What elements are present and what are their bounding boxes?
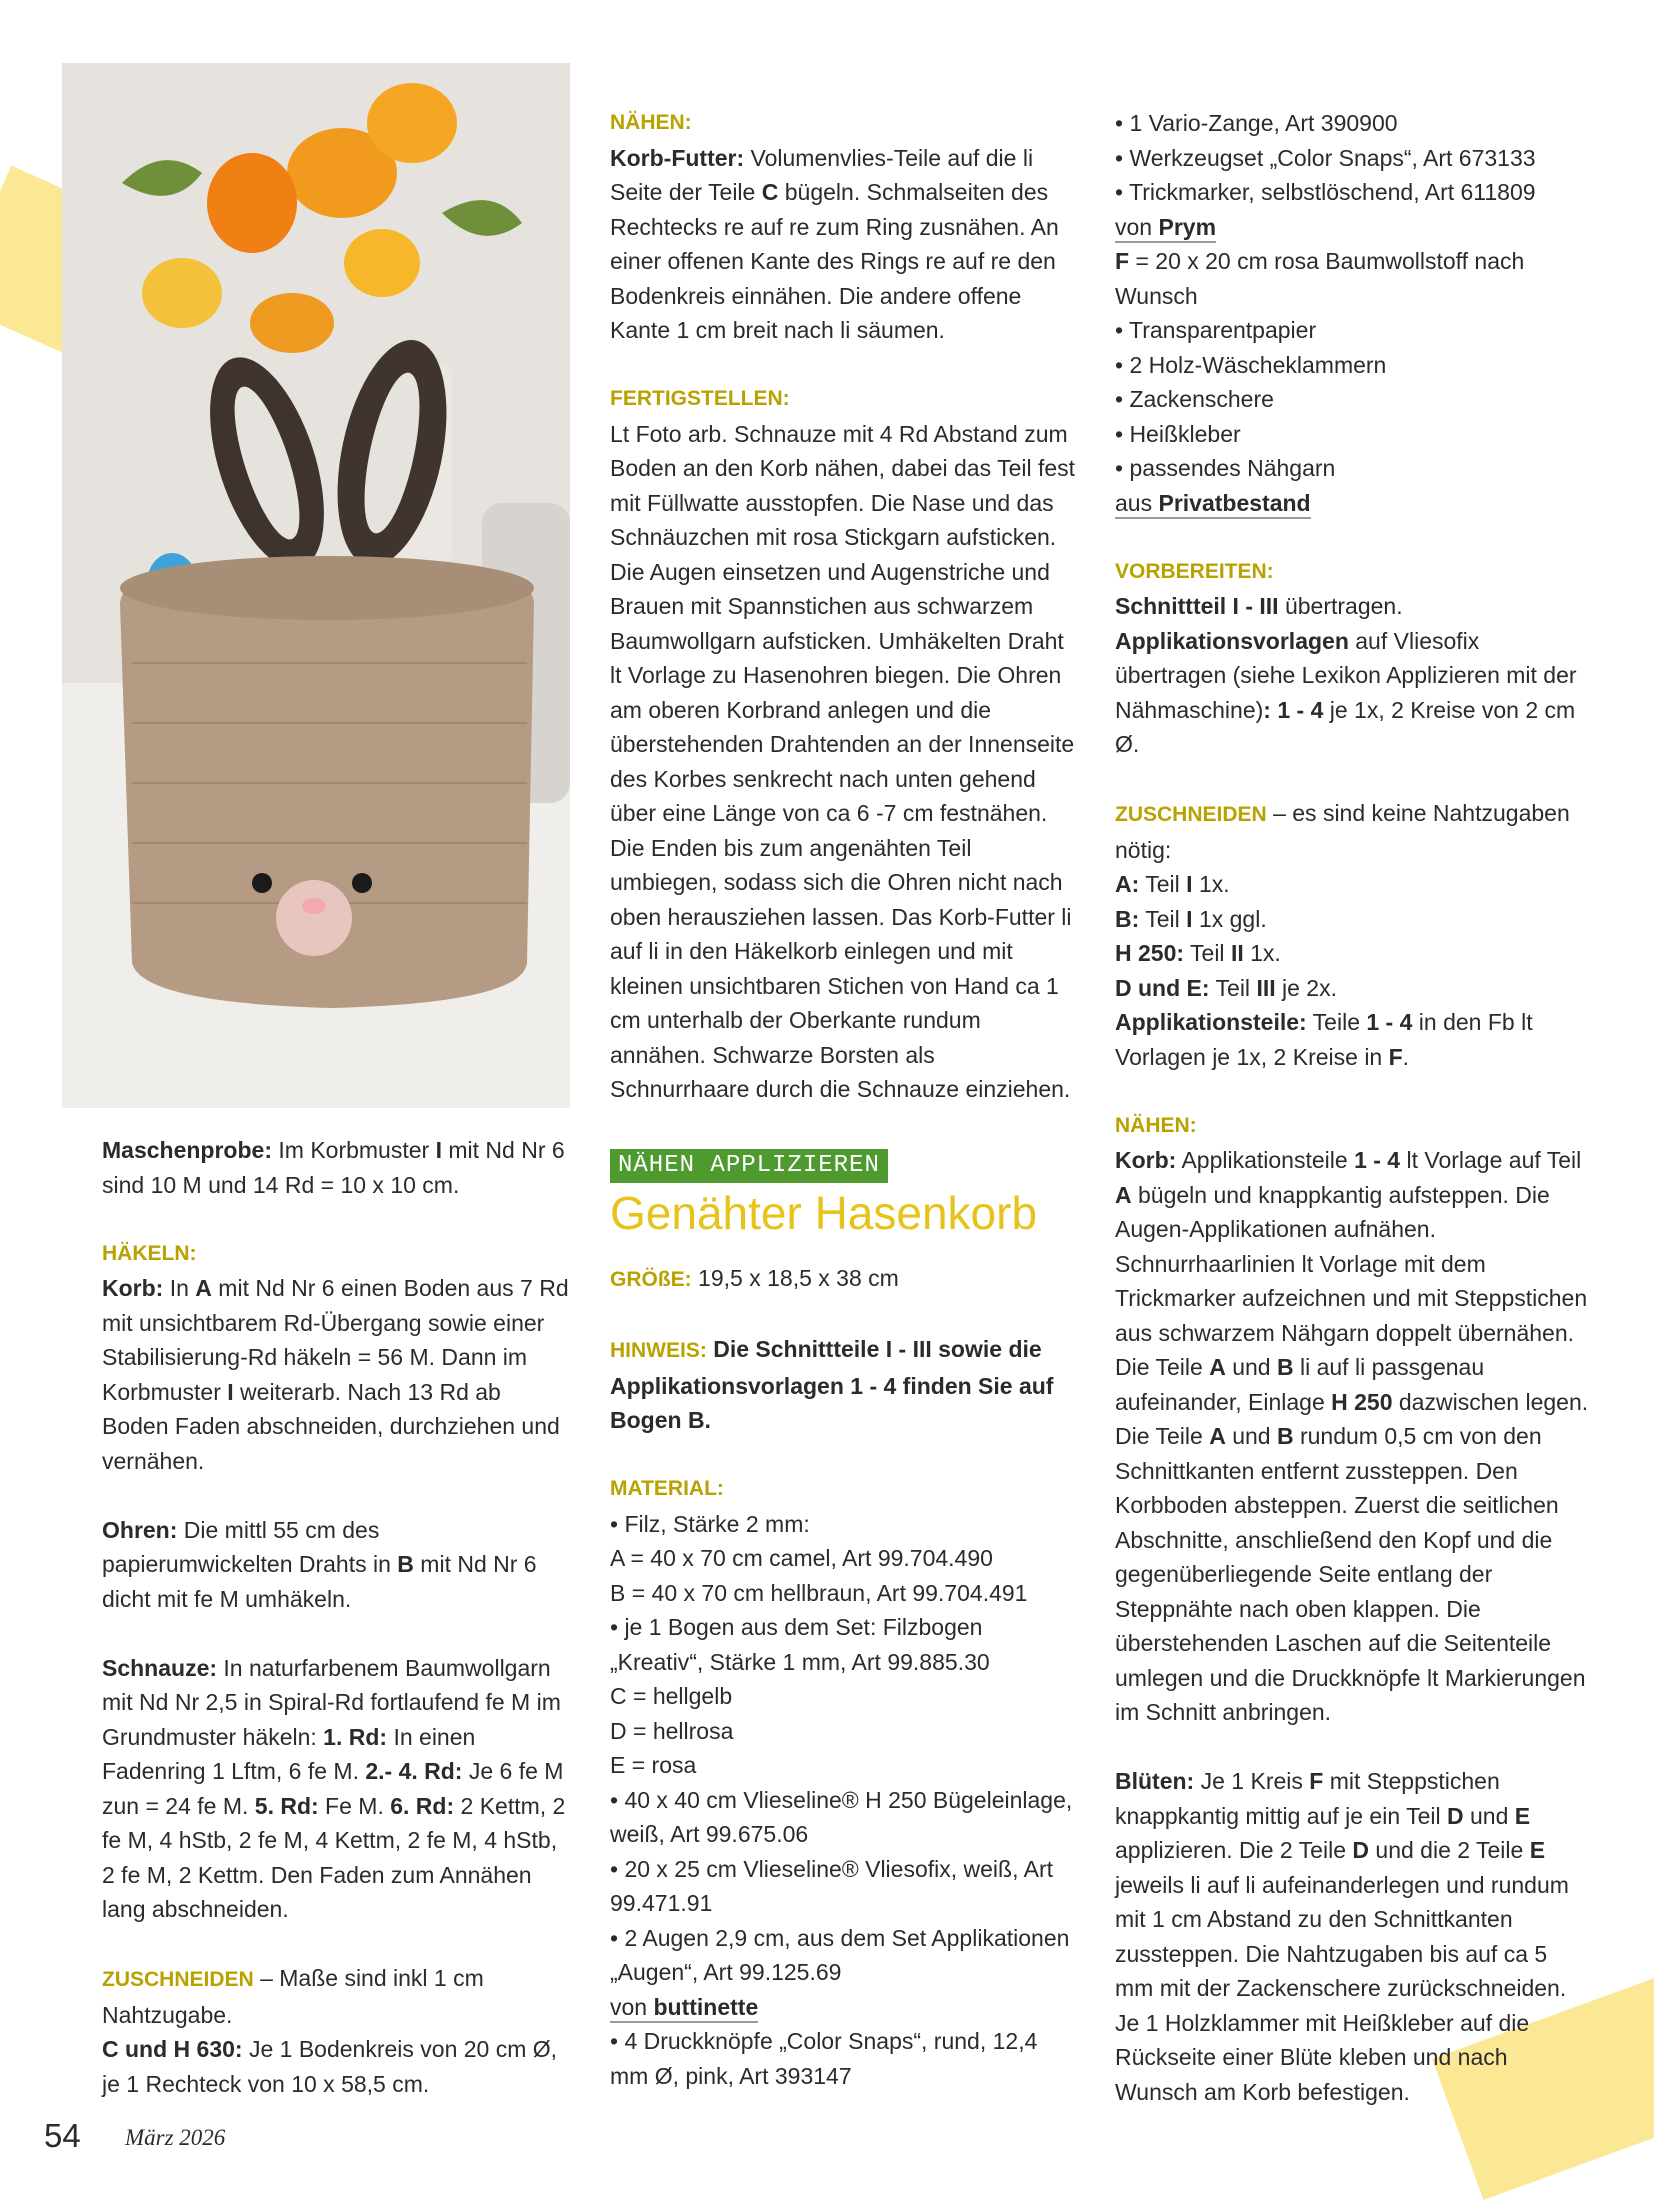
cutting-line: ZUSCHNEIDEN – es sind keine Nahtzugaben nötig: (1115, 800, 1570, 863)
section-heading-material: MATERIAL: (610, 1477, 724, 1500)
material-item: • Trickmarker, selbstlöschend, Art 611809 (1115, 179, 1536, 205)
section-heading-naehen: NÄHEN: (1115, 1113, 1197, 1137)
crochet-bunny-basket-illustration (62, 63, 570, 1108)
material-item: • Filz, Stärke 2 mm: (610, 1510, 810, 1537)
material-item: • je 1 Bogen aus dem Set: Filzbogen „Kreativ“, Stärke 1 mm, Art 99.885.30 (610, 1614, 990, 1675)
material-item: • 20 x 25 cm Vlieseline® Vliesofix, weiß, Art 99.471.91 (610, 1855, 1053, 1916)
size-paragraph: GRÖßE: 19,5 x 18,5 x 38 cm (610, 1265, 899, 1291)
material-item: • 1 Vario-Zange, Art 390900 (1115, 110, 1398, 136)
material-item: • 40 x 40 cm Vlieseline® H 250 Bügeleinlage, weiß, Art 99.675.06 (610, 1786, 1073, 1847)
material-item: • 2 Holz-Wäscheklammern (1115, 351, 1387, 378)
cutting-item: H 250: Teil II 1x. (1115, 940, 1281, 966)
note-paragraph: HINWEIS: Die Schnittteile I - III sowie die Applikationsvorlagen 1 - 4 finden Sie auf Bogen B. (610, 1336, 1054, 1433)
fabric-line: F = 20 x 20 cm rosa Baumwollstoff nach Wunsch (1115, 248, 1525, 309)
page-number: 54 (44, 2117, 81, 2154)
section-heading-naehen: NÄHEN: (610, 111, 692, 134)
material-item: • 2 Augen 2,9 cm, aus dem Set Applikationen „Augen“, Art 99.125.69 (610, 1924, 1070, 1985)
article-title: Genähter Hasenkorb (610, 1187, 1038, 1239)
cutting-paragraph: ZUSCHNEIDEN – Maße sind inkl 1 cm Nahtzugabe. (102, 1965, 484, 2028)
material-item: • Zackenschere (1115, 386, 1274, 412)
cutting-item: D und E: Teil III je 2x. (1115, 974, 1337, 1001)
cutting-item: A: Teil I 1x. (1115, 871, 1230, 897)
section-heading-haekeln: HÄKELN: (102, 1241, 197, 1265)
material-item: • Transparentpapier (1115, 317, 1317, 343)
lining-paragraph: Korb-Futter: Volumenvlies-Teile auf die li Seite der Teile C bügeln. Schmalseiten des Rechtecks re auf re zum Ring zusnähen. An einer offenen Kante des Rings re auf re den Bodenkreis einnähen. Die andere offene Kante 1 cm breit nach li säumen. (610, 144, 1059, 343)
sewing-basket-paragraph: Korb: Applikationsteile 1 - 4 lt Vorlage auf Teil A bügeln und knappkantig aufsteppen. Die Augen-Applikationen aufnähen. Schnurrhaarlinien lt Vorlage mit dem Trickmarker aufzeichnen und mit Steppstichen aus schwarzem Nähgarn doppelt übernähen. Die Teile A und B li auf li passgenau aufeinander, Einlage H 250 dazwischen legen. Die Teile A und B rundum 0,5 cm von den Schnittkanten entfernt zussteppen. Den Korbboden absteppen. Zuerst die seitlichen Abschnitte, anschließend den Kopf und die gegenüberliegende Seite entlang der Steppnähte nach oben klappen. Die überstehenden Laschen auf die Seitenteile umlegen und die Druckknöpfe lt Markierungen im Schnitt anbringen. (1115, 1147, 1589, 1725)
prep-paragraph: Applikationsvorlagen auf Vliesofix übertragen (siehe Lexikon Applizieren mit der Nähmaschine): 1 - 4 je 1x, 2 Kreise von 2 cm Ø. (1115, 627, 1577, 757)
ears-paragraph: Ohren: Die mittl 55 cm des papierumwickelten Drahts in B mit Nd Nr 6 dicht mit fe M umhäkeln. (102, 1516, 537, 1612)
finishing-paragraph: Lt Foto arb. Schnauze mit 4 Rd Abstand zum Boden an den Korb nähen, dabei das Teil fest mit Füllwatte ausstopfen. Die Nase und das Schnäuzchen mit rosa Stickgarn aufsticken. Die Augen einsetzen und Augenstriche und Brauen mit Spannstichen aus schwarzem Baumwollgarn aufsticken. Umhäkelten Draht lt Vorlage zu Hasenohren biegen. Die Ohren am oberen Korbrand anlegen und die überstehenden Drahtenden an der Innenseite des Korbes senkrecht nach unten gehend über eine Länge von ca 6 -7 cm festnähen. Die Enden bis zum angenähten Teil umbiegen, sodass sich die Ohren nicht nach oben herausziehen lassen. Das Korb-Futter li auf li in den Häkelkorb einlegen und mit kleinen unsichtbaren Stichen von Hand ca 1 cm unterhalb der Oberkante rundum annähen. Schwarze Borsten als Schnurrhaare durch die Schnauze einziehen. (610, 420, 1076, 1102)
product-photo (62, 63, 570, 1108)
material-item: • Heißkleber (1115, 420, 1241, 447)
section-heading-fertigstellen: FERTIGSTELLEN: (610, 387, 790, 410)
supplier-line: von Prym (1115, 210, 1591, 245)
material-item: B = 40 x 70 cm hellbraun, Art 99.704.491 (610, 1579, 1028, 1606)
material-item: • Werkzeugset „Color Snaps“, Art 673133 (1115, 144, 1536, 171)
material-item: • passendes Nähgarn (1115, 455, 1336, 481)
prep-line: Schnittteil I - III übertragen. (1115, 593, 1403, 619)
material-item: C = hellgelb (610, 1683, 733, 1709)
material-item: E = rosa (610, 1752, 697, 1778)
basket-paragraph: Korb: In A mit Nd Nr 6 einen Boden aus 7 Rd mit unsichtbarem Rd-Übergang sowie einer Stabilisierung-Rd häkeln = 56 M. Dann im Korbmuster I weiterarb. Nach 13 Rd ab Boden Faden abschneiden, durchziehen und vernähen. (102, 1275, 569, 1474)
section-heading-vorbereiten: VORBEREITEN: (1115, 559, 1274, 583)
flowers-paragraph: Blüten: Je 1 Kreis F mit Steppstichen knappkantig mittig auf je ein Teil D und E applizieren. Die 2 Teile D und die 2 Teile E jeweils li auf li aufeinanderlegen und rundum mit 1 cm Abstand zu den Schnittkanten zussteppen. Die Nahtzugaben bis auf ca 5 mm mit der Zackenschere zurückschneiden. Je 1 Holzklammer mit Heißkleber auf die Rückseite einer Blüte kleben und nach Wunsch am Korb befestigen. (1115, 1768, 1569, 2105)
category-kicker: NÄHEN APPLIZIEREN (610, 1149, 888, 1183)
cutting-detail-paragraph: C und H 630: Je 1 Bodenkreis von 20 cm Ø, je 1 Rechteck von 10 x 58,5 cm. (102, 2036, 558, 2097)
material-item: • 4 Druckknöpfe „Color Snaps“, rund, 12,4 mm Ø, pink, Art 393147 (610, 2028, 1038, 2089)
left-text-column (102, 1133, 570, 2101)
cutting-item: B: Teil I 1x ggl. (1115, 905, 1267, 932)
material-item: D = hellrosa (610, 1717, 734, 1744)
supplier-line: aus Privatbestand (1115, 486, 1591, 521)
snout-paragraph: Schnauze: In naturfarbenem Baumwollgarn mit Nd Nr 2,5 in Spiral-Rd fortlaufend fe M im Grundmuster häkeln: 1. Rd: In einen Fadenring 1 Lftm, 6 fe M. 2.- 4. Rd: Je 6 fe M zun = 24 fe M. 5. Rd: Fe M. 6. Rd: 2 Kettm, 2 fe M, 4 hStb, 2 fe M, 4 Kettm, 2 fe M, 4 hStb, 2 fe M, 2 Kettm. Den Faden zum Annähen lang abschneiden. (102, 1654, 566, 1922)
right-text-column (1115, 106, 1591, 2109)
middle-text-column (610, 106, 1080, 2093)
supplier-line: von buttinette (610, 1990, 1080, 2025)
gauge-paragraph: Maschenprobe: Im Korbmuster I mit Nd Nr 6 sind 10 M und 14 Rd = 10 x 10 cm. (102, 1137, 565, 1198)
issue-date: März 2026 (125, 2125, 226, 2150)
material-item: A = 40 x 70 cm camel, Art 99.704.490 (610, 1545, 993, 1571)
appliques-paragraph: Applikationsteile: Teile 1 - 4 in den Fb lt Vorlagen je 1x, 2 Kreise in F. (1115, 1009, 1533, 1070)
